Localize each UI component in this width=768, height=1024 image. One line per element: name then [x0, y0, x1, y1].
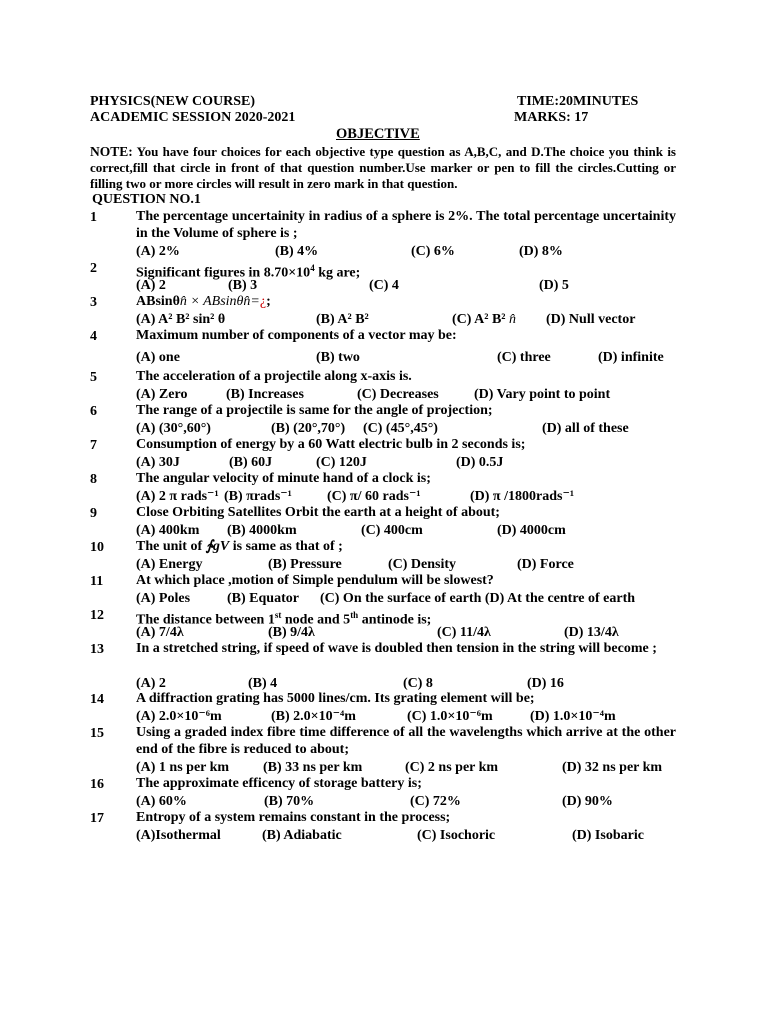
- option-a: (A) 2: [136, 676, 166, 691]
- superscript: 4: [310, 263, 315, 273]
- question-text-part: antinode is;: [358, 612, 432, 628]
- option-c: (C) 400cm: [361, 523, 423, 538]
- option-a: (A) (30°,60°): [136, 421, 211, 436]
- note-text: You have four choices for each objective type question as A,B,C, and D.The choice you think is correct,fill that circle in front of that question number.Use marker or pen to fill the circles.Cutting or filling two or more circles will result in zero mark in that question.: [90, 144, 676, 191]
- instructions-note: [90, 144, 676, 192]
- session-label: ACADEMIC SESSION 2020-2021: [90, 110, 296, 125]
- option-a: (A) 2.0×10⁻⁶m: [136, 709, 222, 724]
- option-a: (A)Isothermal: [136, 828, 221, 843]
- unit-vector: n̂: [243, 294, 251, 309]
- question-text: The angular velocity of minute hand of a clock is;: [136, 471, 431, 486]
- option-b: (B) A² B²: [316, 312, 369, 327]
- option-c: (C) On the surface of earth (D) At the centre of earth: [320, 591, 636, 606]
- question-text: The percentage uncertainity in radius of a sphere is 2%. The total percentage uncertainity in the Volume of sphere is ;: [136, 209, 676, 241]
- equals-sign: =: [250, 294, 260, 309]
- question-text-part: × ABsinθ: [186, 294, 244, 309]
- option-b: (B) Equator: [227, 591, 299, 606]
- option-c: (C) 120J: [316, 455, 367, 470]
- question-text-part: The unit of: [136, 539, 206, 554]
- option-c: (C) 2 ns per km: [405, 760, 499, 775]
- section-title: OBJECTIVE: [336, 126, 420, 142]
- option-a: (A) 60%: [136, 794, 187, 809]
- option-a: (A) Poles: [136, 591, 191, 606]
- option-d: (D) 5: [539, 278, 569, 293]
- question-number: 2: [90, 261, 97, 276]
- option-c: (C) 4: [369, 278, 399, 293]
- broken-glyph: ¿: [259, 294, 267, 309]
- question-text: Consumption of energy by a 60 Watt electric bulb in 2 seconds is;: [136, 437, 526, 452]
- question-text: The range of a projectile is same for the angle of projection;: [136, 403, 493, 418]
- option-d: (D) Force: [517, 557, 574, 572]
- option-c: [452, 311, 516, 328]
- question-text: At which place ,motion of Simple pendulum will be slowest?: [136, 573, 494, 588]
- option-d: (D) 32 ns per km: [562, 760, 663, 775]
- question-number: 13: [90, 642, 104, 657]
- option-b: (B) (20°,70°): [271, 421, 346, 436]
- question-number: 14: [90, 692, 104, 707]
- option-c: (C) 72%: [410, 794, 461, 809]
- option-b: (B) 33 ns per km: [263, 760, 363, 775]
- option-b: (B) 4%: [275, 244, 319, 259]
- option-c: (C) 8: [403, 676, 433, 691]
- option-c: (C) π/ 60 rads⁻¹: [327, 489, 421, 504]
- superscript: st: [274, 610, 282, 620]
- option-d: (D) 1.0×10⁻⁴m: [530, 709, 616, 724]
- option-d: (D) Null vector: [546, 312, 636, 327]
- subject-title: PHYSICS(NEW COURSE): [90, 94, 256, 109]
- option-a: (A) 2 π rads⁻¹: [136, 489, 219, 504]
- option-a: (A) 30J: [136, 455, 180, 470]
- option-a: (A) Energy: [136, 557, 203, 572]
- question-text: Close Orbiting Satellites Orbit the earth at a height of about;: [136, 505, 500, 520]
- question-text: Using a graded index fibre time difference of all the wavelengths which arrive at the other end of the fibre is reduced to about;: [136, 725, 676, 757]
- option-c-text: (C) A² B²: [452, 312, 506, 327]
- question-number: 11: [90, 574, 104, 589]
- time-label: TIME:20MINUTES: [517, 94, 639, 109]
- option-a: (A) 2: [136, 278, 166, 293]
- superscript: th: [350, 610, 359, 620]
- option-d: (D) 13/4λ: [564, 625, 619, 640]
- option-b: (B) 4000km: [227, 523, 297, 538]
- question-text: A diffraction grating has 5000 lines/cm. Its grating element will be;: [136, 691, 535, 706]
- option-b: (B) 9/4λ: [268, 625, 315, 640]
- option-c: (C) 11/4λ: [437, 625, 491, 640]
- option-b: (B) 4: [248, 676, 278, 691]
- question-text: In a stretched string, if speed of wave is doubled then tension in the string will become ;: [136, 641, 657, 656]
- question-number: 15: [90, 726, 104, 741]
- question-number: 4: [90, 329, 97, 344]
- option-d: (D) 0.5J: [456, 455, 504, 470]
- question-text: The approximate efficency of storage battery is;: [136, 776, 422, 791]
- question-text: [136, 294, 676, 311]
- question-text-part: is same as that of ;: [229, 539, 343, 554]
- option-c: (C) three: [497, 350, 551, 365]
- symbol: ∱gV: [205, 539, 230, 554]
- option-d: (D) all of these: [542, 421, 629, 436]
- question-heading: QUESTION NO.1: [92, 192, 201, 207]
- option-b: (B) πrads⁻¹: [224, 489, 292, 504]
- question-number: 5: [90, 370, 97, 385]
- note-label: NOTE:: [90, 144, 133, 159]
- option-a: (A) 400km: [136, 523, 200, 538]
- marks-label: MARKS: 17: [514, 110, 589, 125]
- option-b: (B) 3: [228, 278, 258, 293]
- option-b: (B) Pressure: [268, 557, 342, 572]
- option-c: (C) Decreases: [357, 387, 439, 402]
- option-d: (D) infinite: [598, 350, 664, 365]
- option-d: (D) 16: [527, 676, 564, 691]
- option-b: (B) Increases: [226, 387, 304, 402]
- option-b: (B) two: [316, 350, 360, 365]
- question-number: 9: [90, 506, 97, 521]
- question-number: 7: [90, 438, 97, 453]
- question-number: 17: [90, 811, 104, 826]
- option-c: (C) 1.0×10⁻⁶m: [407, 709, 493, 724]
- option-a: (A) 2%: [136, 244, 180, 259]
- question-number: 12: [90, 608, 104, 623]
- option-a: (A) one: [136, 350, 180, 365]
- question-text-part: The distance between 1: [136, 612, 275, 628]
- question-text: [136, 260, 676, 282]
- unit-vector: n̂: [509, 312, 517, 327]
- question-text: [136, 539, 676, 556]
- option-c: (C) Density: [388, 557, 457, 572]
- question-text-part: Significant figures in 8.70×10: [136, 265, 311, 281]
- question-text-part: ABsinθ: [136, 294, 180, 309]
- question-number: 16: [90, 777, 104, 792]
- unit-vector: n̂: [179, 294, 187, 309]
- question-text-part: ;: [266, 294, 271, 309]
- option-b: (B) Adiabatic: [262, 828, 342, 843]
- question-text-part: node and 5: [281, 612, 351, 628]
- question-number: 10: [90, 540, 104, 555]
- option-c: (C) 6%: [411, 244, 455, 259]
- option-b: (B) 60J: [229, 455, 273, 470]
- option-c: (C) Isochoric: [417, 828, 496, 843]
- option-a: (A) A² B² sin² θ: [136, 312, 226, 327]
- question-number: 3: [90, 295, 97, 310]
- option-b: (B) 70%: [264, 794, 315, 809]
- question-text-part: kg are;: [314, 265, 361, 281]
- option-d: (D) Isobaric: [572, 828, 644, 843]
- question-text: Maximum number of components of a vector may be:: [136, 328, 457, 343]
- question-text: The acceleration of a projectile along x-axis is.: [136, 369, 412, 384]
- option-a: (A) Zero: [136, 387, 188, 402]
- question-number: 1: [90, 210, 97, 225]
- option-c: (C) (45°,45°): [363, 421, 438, 436]
- option-d: (D) 90%: [562, 794, 613, 809]
- question-number: 8: [90, 472, 97, 487]
- option-a: (A) 1 ns per km: [136, 760, 230, 775]
- option-d: (D) π /1800rads⁻¹: [470, 489, 575, 504]
- option-d: (D) 8%: [519, 244, 563, 259]
- question-text: Entropy of a system remains constant in the process;: [136, 810, 451, 825]
- option-b: (B) 2.0×10⁻⁴m: [271, 709, 356, 724]
- option-d: (D) Vary point to point: [474, 387, 611, 402]
- option-a: (A) 7/4λ: [136, 625, 184, 640]
- question-number: 6: [90, 404, 97, 419]
- option-d: (D) 4000cm: [497, 523, 566, 538]
